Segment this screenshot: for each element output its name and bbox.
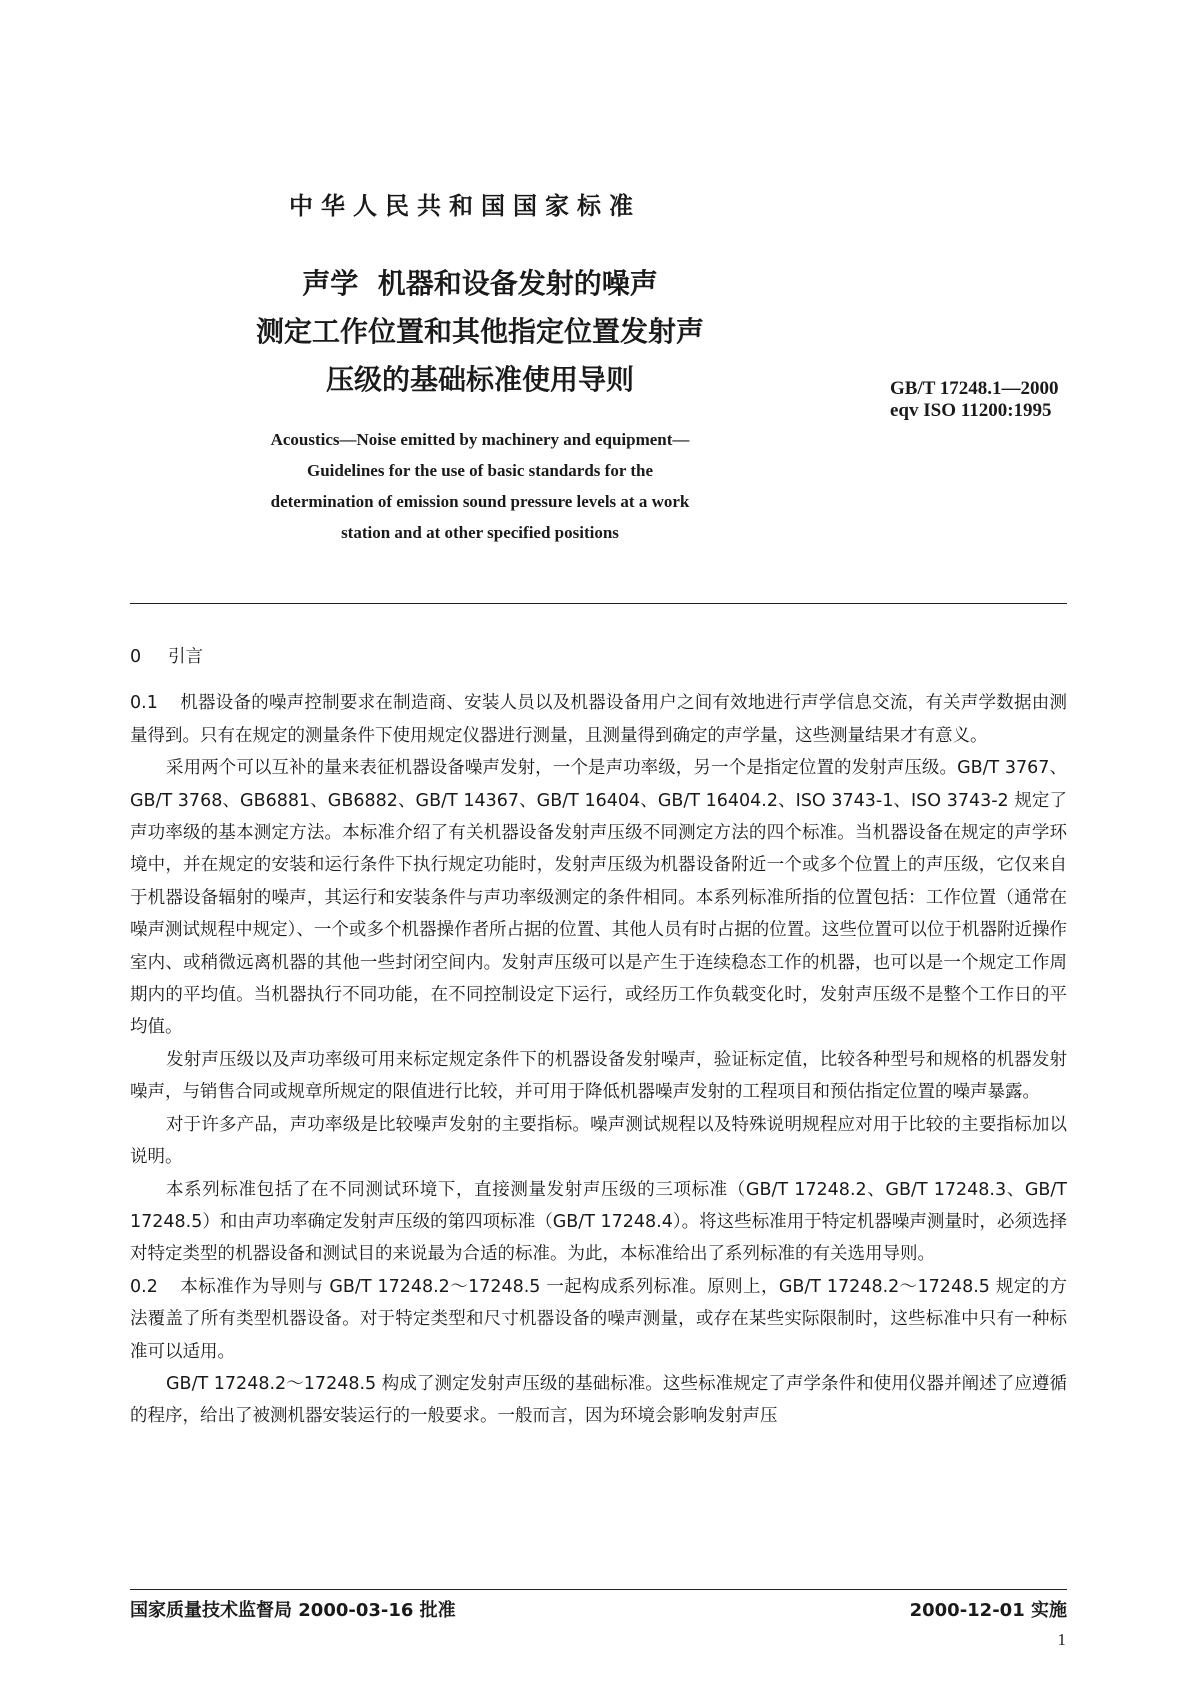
standard-code-block	[890, 378, 1059, 422]
footer-divider	[130, 1589, 1067, 1590]
title-english	[190, 424, 770, 548]
clause-number: 0.2	[130, 1276, 158, 1297]
header-divider	[130, 603, 1067, 604]
standard-organization: 中华人民共和国国家标准	[289, 192, 641, 220]
clause-number: 0.1	[130, 693, 158, 714]
paragraph-text: 采用两个可以互补的量来表征机器设备噪声发射，一个是声功率级，另一个是指定位置的发射声压级。GB/T 3767、GB/T 3768、GB6881、GB6882、GB/T 14367、GB/T 16404、GB/T 16404.2、ISO 3743-1、ISO 3743-2 规定了声功率级的基本测定方法。本标准介绍了有关机器设备发射声压级不同测定方法的四个标准。当机器设备在规定的声学环境中，并在规定的安装和运行条件下执行规定功能时，发射声压级为机器设备附近一个或多个位置上的声压级，它仅来自于机器设备辐射的噪声，其运行和安装条件与声功率级测定的条件相同。本系列标准所指的位置包括：工作位置（通常在噪声测试规程中规定）、一个或多个机器操作者所占据的位置、其他人员有时占据的位置。这些位置可以位于机器附近操作室内、或稍微远离机器的其他一些封闭空间内。发射声压级可以是产生于连续稳态工作的机器，也可以是一个规定工作周期内的平均值。当机器执行不同功能，在不同控制设定下运行，或经历工作负载变化时，发射声压级不是整个工作日的平均值。	[130, 758, 1067, 1038]
title-english-line-2: Guidelines for the use of basic standards for the	[306, 461, 653, 480]
paragraph-0-1	[130, 687, 1067, 752]
title-chinese-line-2: 测定工作位置和其他指定位置发射声	[255, 315, 704, 348]
section-number: 0	[130, 647, 142, 667]
paragraph-text: 本系列标准包括了在不同测试环境下，直接测量发射声压级的三项标准（GB/T 17248.2、GB/T 17248.3、GB/T 17248.5）和由声功率确定发射声压级的第四项标准（GB/T 17248.4）。将这些标准用于特定机器噪声测量时，必须选择对特定类型的机器设备和测试目的来说最为合适的标准。为此，本标准给出了系列标准的有关选用导则。	[130, 1179, 1067, 1265]
page-number: 1	[1057, 1630, 1066, 1649]
paragraph-text: 机器设备的噪声控制要求在制造商、安装人员以及机器设备用户之间有效地进行声学信息交流，有关声学数据由测量得到。只有在规定的测量条件下使用规定仪器进行测量，且测量得到确定的声学量，这些测量结果才有意义。	[130, 693, 1067, 746]
title-chinese-line-3: 压级的基础标准使用导则	[325, 363, 634, 396]
section-heading	[130, 641, 1067, 673]
approval-date: 国家质量技术监督局 2000-03-16 批准	[130, 1600, 456, 1621]
effective-date: 2000-12-01 实施	[909, 1600, 1067, 1621]
paragraph-text: 本标准作为导则与 GB/T 17248.2～17248.5 一起构成系列标准。原则上，GB/T 17248.2～17248.5 规定的方法覆盖了所有类型机器设备。对于特定类型和尺寸机器设备的噪声测量，或存在某些实际限制时，这些标准中只有一种标准可以适用。	[130, 1276, 1067, 1362]
paragraph	[130, 1368, 1067, 1433]
paragraph	[130, 1109, 1067, 1174]
paragraph-text: GB/T 17248.2～17248.5 构成了测定发射声压级的基础标准。这些标准规定了声学条件和使用仪器并阐述了应遵循的程序，给出了被测机器安装运行的一般要求。一般而言，因为环境会影响发射声压	[130, 1373, 1067, 1427]
paragraph	[130, 1044, 1067, 1109]
body-text	[130, 641, 1067, 1433]
section-title: 引言	[168, 647, 203, 667]
standard-number: GB/T 17248.1—2000	[890, 378, 1059, 399]
title-english-line-3: determination of emission sound pressure levels at a work	[270, 492, 690, 511]
title-english-line-1: Acoustics—Noise emitted by machinery and equipment—	[270, 430, 690, 449]
paragraph-0-2	[130, 1271, 1067, 1368]
paragraph-text: 对于许多产品，声功率级是比较噪声发射的主要指标。噪声测试规程以及特殊说明规程应对用于比较的主要指标加以说明。	[130, 1114, 1067, 1168]
title-chinese-line-1: 声学 机器和设备发射的噪声	[302, 267, 658, 300]
standard-equivalence: eqv ISO 11200:1995	[890, 400, 1052, 421]
paragraph	[130, 1174, 1067, 1271]
title-english-line-4: station and at other specified positions	[341, 523, 619, 542]
paragraph-text: 发射声压级以及声功率级可用来标定规定条件下的机器设备发射噪声，验证标定值，比较各种型号和规格的机器发射噪声，与销售合同或规章所规定的限值进行比较，并可用于降低机器噪声发射的工程项目和预估指定位置的噪声暴露。	[130, 1049, 1067, 1103]
paragraph	[130, 752, 1067, 1044]
